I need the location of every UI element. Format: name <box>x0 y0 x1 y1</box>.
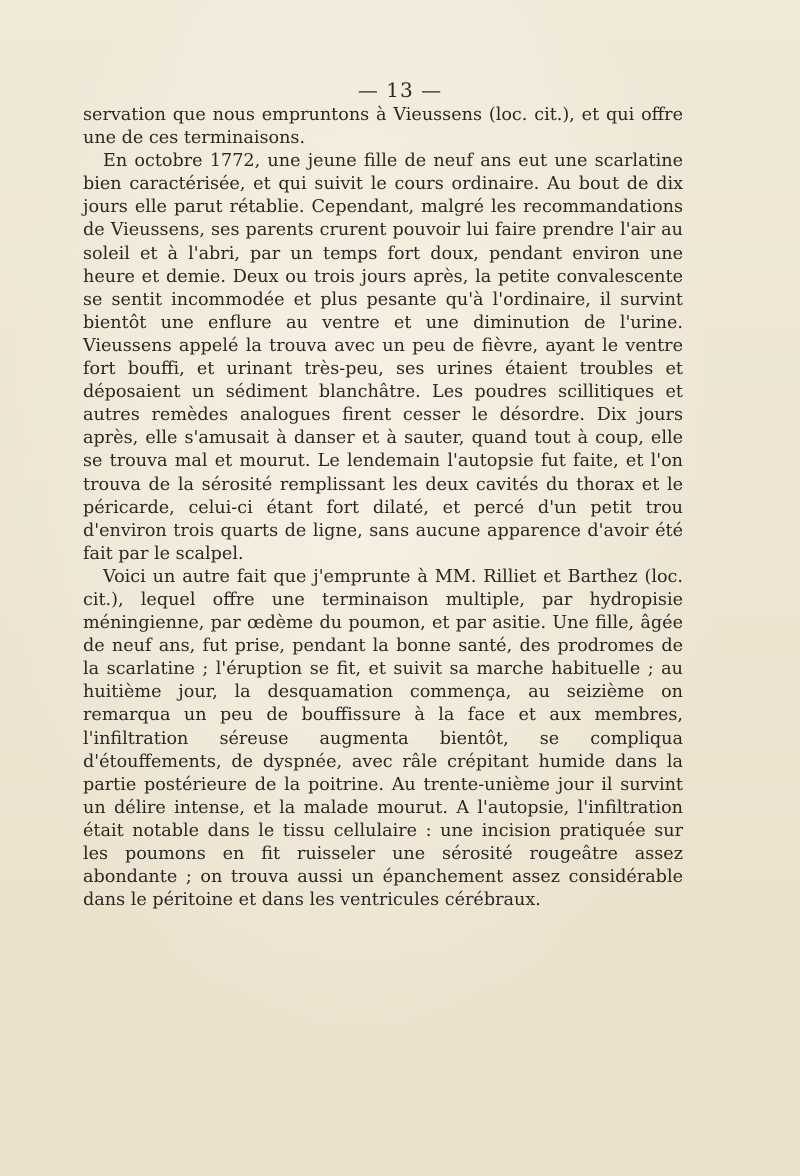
body-text <box>83 104 683 912</box>
paragraph-vieussens-case: En octobre 1772, une jeune fille de neuf ans eut une scarlatine bien caractérisée, et qui suivit le cours ordinaire. Au bout de dix jours elle parut rétablie. Cependant, malgré les recommandations de Vieussens, ses parents crurent pouvoir lui faire prendre l'air au soleil et à l'abri, par un temps fort doux, pendant environ une heure et demie. Deux ou trois jours après, la petite convalescente se sentit incommodée et plus pesante qu'à l'ordinaire, il survint bientôt une enflure au ventre et une diminution de l'urine. Vieussens appelé la trouva avec un peu de fièvre, ayant le ventre fort bouffi, et urinant très-peu, ses urines étaient troubles et déposaient un sédiment blanchâtre. Les poudres scillitiques et autres remèdes analogues firent cesser le désordre. Dix jours après, elle s'amusait à danser et à sauter, quand tout à coup, elle se trouva mal et mourut. Le lendemain l'autopsie fut faite, et l'on trouva de la sérosité remplissant les deux cavités du thorax et le péricarde, celui-ci étant fort dilaté, et percé d'un petit trou d'environ trois quarts de ligne, sans aucune apparence d'avoir été fait par le scalpel. <box>83 151 683 564</box>
paragraph-rilliet-barthez-case: Voici un autre fait que j'emprunte à MM. Rilliet et Barthez (loc. cit.), lequel offre une terminaison multiple, par hydropisie méningienne, par œdème du poumon, et par asitie. Une fille, âgée de neuf ans, fut prise, pendant la bonne santé, des prodromes de la scarlatine ; l'éruption se fit, et suivit sa marche habituelle ; au huitième jour, la desquamation commença, au seizième on remarqua un peu de bouffissure à la face et aux membres, l'infiltration séreuse augmenta bientôt, se compliqua d'étouffements, de dyspnée, avec râle crépitant humide dans la partie postérieure de la poitrine. Au trente-unième jour il survint un délire intense, et la malade mourut. A l'autopsie, l'infiltration était notable dans le tissu cellulaire : une incision pratiquée sur les poumons en fit ruisseler une sérosité rougeâtre assez abondante ; on trouva aussi un épanchement assez considérable dans le péritoine et dans les ventricules cérébraux. <box>83 566 683 911</box>
paragraph-continuation: servation que nous empruntons à Vieussens (loc. cit.), et qui offre une de ces terminaisons. <box>83 105 683 149</box>
page-number: — 13 — <box>357 78 443 102</box>
